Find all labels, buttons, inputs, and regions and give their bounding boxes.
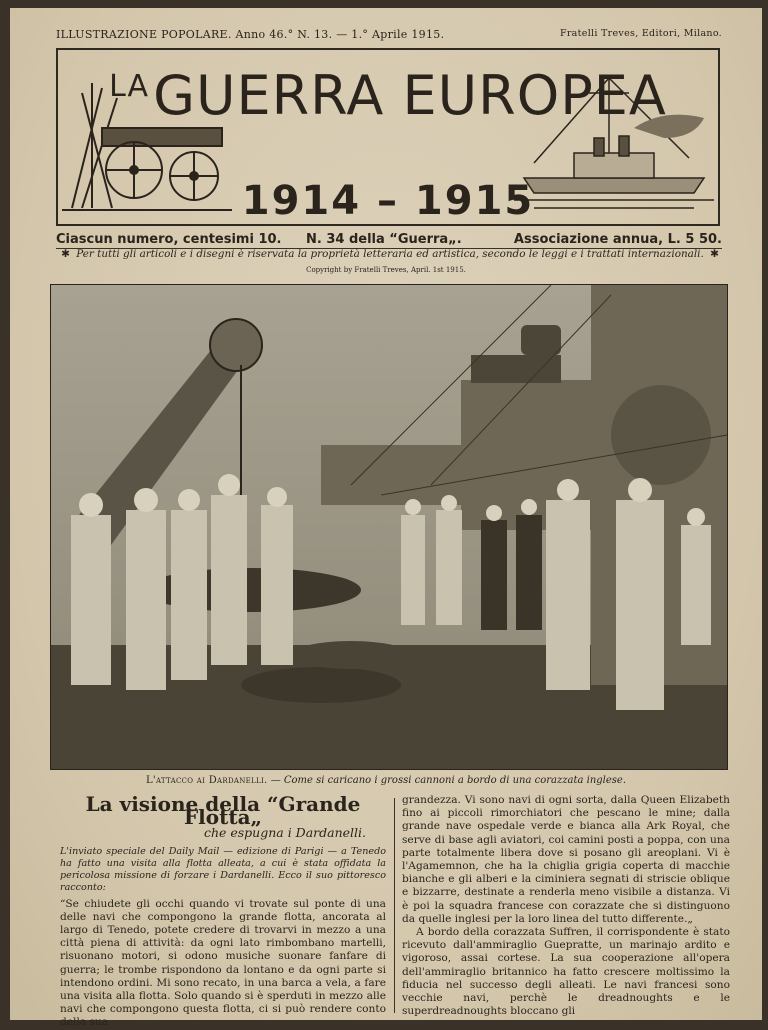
masthead-title xyxy=(58,64,718,127)
caption-place: L'attacco ai Dardanelli. xyxy=(145,775,268,786)
masthead xyxy=(56,48,720,226)
photo-sailors-loading-shells xyxy=(51,285,727,769)
article-paragraph: “Se chiudete gli occhi quando vi trovate sul ponte di una delle navi che compongono la grande flotta, ancorata al largo di Tenedo, potete credere di trovarvi in mezzo a una città piena di attività: da ogni lato rimbombano martelli, risuonano motori, si odono musiche suonare fanfare di guerra; le trombe rispondono da lontano e da ogni parte si intendono ordini. Mi sono recato, in una barca a vela, a fare una visita alla flotta. Solo quando si è sperduti in mezzo alle navi che compongono questa flotta, ci si può rendere conto della sua xyxy=(60,897,386,1029)
rights-text: Per tutti gli articoli e i disegni è riservata la proprietà letteraria ed artistica, secondo le leggi e i trattati internazionali. xyxy=(76,248,704,260)
article-subtitle: che espugna i Dardanelli. xyxy=(203,825,366,841)
masthead-years: 1914 – 1915 xyxy=(241,178,535,224)
photo-caption xyxy=(10,775,762,786)
subscription-info: Associazione annua, L. 5 50. xyxy=(513,232,722,247)
publisher-info: Fratelli Treves, Editori, Milano. xyxy=(559,28,722,39)
issue-info: ILLUSTRAZIONE POPOLARE. Anno 46.° N. 13. — 1.° Aprile 1915. xyxy=(56,28,445,41)
price-info: Ciascun numero, centesimi 10. xyxy=(56,232,282,247)
caption-text: — Come si caricano i grossi cannoni a bordo di una corazzata inglese. xyxy=(270,775,627,786)
newspaper-page xyxy=(10,8,762,1029)
article-paragraph: A bordo della corazzata Suffren, il corrispondente è stato ricevuto dall'ammiraglio Guepratte, un marinajo ardito e vigoroso, assai cortese. La sua cooperazione all'opera dell'ammiraglio britannico ha fatto crescere moltissimo la fiducia nel successo degli alleati. Le navi francesi sono vecchie navi, perchè le dreadnoughts e le superdreadnoughts bloccano gli xyxy=(402,926,730,1018)
star-icon: ✱ xyxy=(61,248,70,260)
article-column-right xyxy=(402,794,730,1018)
article-paragraph: grandezza. Vi sono navi di ogni sorta, dalla Queen Elizabeth fino ai piccoli rimorchiatori che pescano le mine; dalla grande nave ospedale verde e bianca alla Ark Royal, che serve di base agli aviatori, coi camini posti a poppa, con una parte totalmente libera dove si posano gli areoplani. Vi è l'Agamemnon, che ha la chiglia grigia coperta di macchie bianche e gli alberi e la ciminiera segnati di striscie oblique e bizzarre, destinate a renderla meno visibile a distanza. Vi è poi la squadra francese con corazzate che si distinguono da quelle inglesi per la loro linea del tutto differente.„ xyxy=(402,794,730,925)
masthead-title-la: LA xyxy=(109,69,150,104)
column-divider xyxy=(394,798,395,1013)
article-title: La visione della “Grande Flotta„ xyxy=(85,792,361,830)
masthead-title-main: GUERRA EUROPEA xyxy=(153,64,667,127)
article-column-left xyxy=(60,794,386,1030)
main-photograph xyxy=(50,284,728,770)
copyright-line: Copyright by Fratelli Treves, April. 1st 1915. xyxy=(306,266,466,274)
issue-number: N. 34 della “Guerra„. xyxy=(306,232,462,247)
rights-notice xyxy=(48,248,732,260)
article-lede: L'inviato speciale del Daily Mail — edizione di Parigi — a Tenedo ha fatto una visita alla flotta alleata, a cui è stata offidata la pericolosa missione di forzare i Dardanelli. Ecco il suo pittoresco racconto: xyxy=(60,845,386,893)
star-icon: ✱ xyxy=(710,248,719,260)
